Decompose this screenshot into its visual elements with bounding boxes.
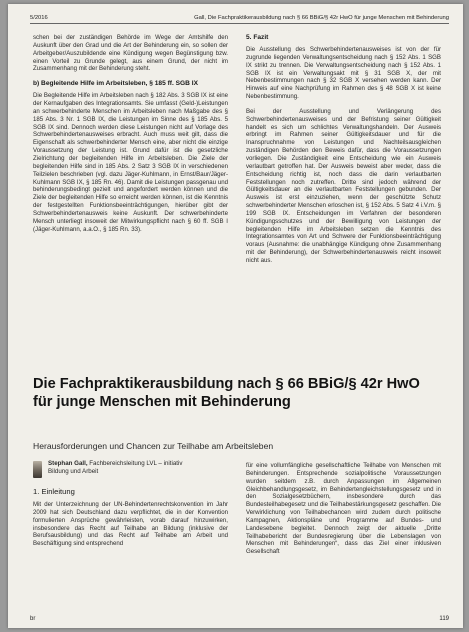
header-issue: 5/2016 [30, 15, 48, 21]
author-role-line2: Bildung und Arbeit [48, 468, 99, 475]
lower-left-column [33, 488, 228, 608]
paragraph: Bei der Ausstellung und Verlängerung des Schwerbehindertenausweises und der Befristung seiner Gültigkeit handelt es sich um schlichtes Verwaltungshandeln. Der Ausweis erbringt im Rahmen seiner Gültigkeitsdauer und für die Inanspruchnahme von Leistungen und Nachteilsausgleichen zuständigen Behörden den Beweis dafür, dass die Voraussetzungen vorliegen. Die Zuständigkeit eine Entscheidung wie ein Ausweis verlautbart getroffen hat. Der Ausweis beweist aber weder, dass die Entscheidung richtig ist, noch dass die darin verlautbarten Feststellungen noch zutreffen. Dritte sind jedoch während der Gültigkeitsdauer an die verlautbarten Feststellungen gebunden. Der Ausweis ist erst einzuziehen, wenn der geschützte Schutz schwerbehinderter Menschen erloschen ist, § 152 Abs. 5 Satz 4 i.V.m. § 199 SGB IX. Entscheidungen im Verfahren der besonderen Kündigungsschutzes und der Bewilligung von Leistungen der begleitenden Hilfe im Arbeitsleben setzen die Kenntnis des Integrationsamtes von Art und Schwere der Funktionsbeeinträchtigung voraus (Ausnahme: die unabhängige Kündigung ohne Zusammenhang mit der Behinderung), der Schwerbehindertenausweis reicht insoweit nicht aus. [246, 107, 441, 264]
document-page [8, 4, 463, 628]
author-name: Stephan Gall, [48, 460, 88, 467]
section-heading-b: b) Begleitende Hilfe im Arbeitsleben, § 185 ff. SGB IX [33, 80, 199, 88]
paragraph: für eine vollumfängliche gesellschaftliche Teilhabe von Menschen mit Behinderungen. Entsprechende sozialpolitische Voraussetzungen wurden seitdem z.B. durch Anpassungen im Allgemeinen Gleichbehandlungsgesetz, im Behindertengleichstellungsgesetz und in den Sozialgesetzbüchern, insbesondere durch das Bundesteilhabegesetz und die Teilhabestärkungsgesetz geschaffen. Die Verwirklichung von Teilhabechancen wird zudem durch politische Kampagnen, Aktionspläne und Programme auf Bundes- und Landesebene begleitet. Dennoch zeigt der aktuelle „Dritte Teilhabebericht der Bundesregierung über die Lebenslagen von Menschen mit Behinderungen“, dass das Ziel einer inklusiven Gesellschaft [246, 462, 441, 556]
right-column [246, 34, 441, 374]
author-photo [33, 461, 42, 478]
author-text [48, 460, 183, 476]
footer-left: br [30, 616, 36, 622]
left-column [33, 34, 228, 374]
paragraph: Mit der Unterzeichnung der UN-Behindertenrechtskonvention im Jahr 2009 hat sich Deutschland dazu verpflichtet, die in der Konvention formulierten Ansprüche gewährleisten, vorab darauf hinzuwirken, insbesondere das Recht auf Teilhabe an Bildung (inklusive der Berufsausbildung) und das Recht auf Teilhabe am Arbeit und Beschäftigung sind entsprechend [33, 501, 228, 548]
author-role: Fachbereichsleitung LVL – initiativ [89, 460, 183, 467]
header-article-title: Gall, Die Fachpraktikerausbildung nach § 66 BBiG/§ 42r HwO für junge Menschen mit Behinderung [194, 15, 449, 21]
article-title: Die Fachpraktikerausbildung nach § 66 BBiG/§ 42r HwO für junge Menschen mit Behinderung [33, 376, 420, 410]
paragraph: schen bei der zuständigen Behörde im Wege der Amtshilfe den Auskunft über den Grad und die Art der Behinderung ein, so sollen der Arbeitgeber/Auszubildende eine Kündigung wegen Begünstigung bzw. einen Vorteil zu Grunde gelegt, aus einem Grund, der nicht im Zusammenhang mit der Behinderung steht. [33, 34, 228, 73]
paragraph: Die Begleitende Hilfe im Arbeitsleben nach § 182 Abs. 3 SGB IX ist eine der Kernaufgaben des Integrationsamts. Sie umfasst (Geld-)Leistungen an schwerbehinderte Menschen im Arbeitsleben nach Maßgabe des § 185 Abs. 3 Nr. 1 SGB IX, die Leistungen im Sinne des § 185 Abs. 5 SGB IX sind. Dennoch werden diese Leistungen nicht auf Vorlage des Schwerbehindertenausweises erbracht. Auch muss weit gilt, dass die Eigenschaft als schwerbehinderter Mensch eine, aber nicht die einzige Voraussetzung der Leistung ist. Grund dafür ist die gesetzliche Zielrichtung der begleitenden Hilfe im Arbeitsleben. Die Ziele der begleitenden Hilfe sind in 185 Abs. 2 Satz 3 SGB IX in verschiedenen Teilzielen beschrieben (vgl. dazu Jäger-Kuhlmann, in Ernst/Baur/Jäger-Kuhlmann SGB IX, § 185 Rn. 46). Damit die Leistungen passgenau und behinderungsbedingt gezielt und angefordert werden können und die Ziele der begleitenden Hilfe so erreicht werden können, ist die Kenntnis der festgestellten Funktionsbeeinträchtigungen, hierüber gibt der Schwerbehindertenausweis keine Auskunft. Der schwerbehinderte Mensch unterliegt insoweit der Mitwirkungspflicht nach § 60 ff. SGB I (Jäger-Kuhlmann, a.a.O., § 185 Rn. 33). [33, 92, 228, 233]
section-heading-fazit: 5. Fazit [246, 34, 269, 41]
article-subtitle: Herausforderungen und Chancen zur Teilhabe am Arbeitsleben [33, 441, 274, 451]
paragraph: Die Ausstellung des Schwerbehindertenausweises ist von der für zugrunde liegenden Verwaltungsentscheidung nach § 152 Abs. 1 SGB IX strikt zu trennen. Die Verwaltungsentscheidung nach § 152 Abs. 1 SGB IX ist ein Verwaltungsakt mit § 31 SGB X, der mit Nebenbestimmungen nach § 32 SGB X versehen werden kann. Der Hinweis auf eine Nachprüfung im Rahmen des § 48 SGB X ist keine Nebenbestimmung. [246, 46, 441, 101]
page-number: 119 [439, 616, 449, 622]
author-info [33, 460, 233, 480]
section-heading-einleitung: 1. Einleitung [33, 487, 75, 496]
lower-right-column [246, 462, 441, 608]
running-header [30, 12, 449, 24]
